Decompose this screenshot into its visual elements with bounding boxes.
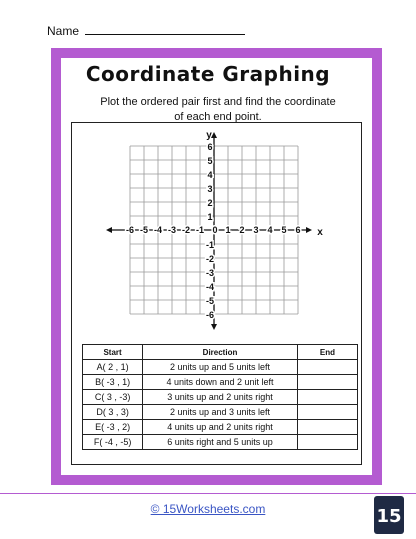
x-tick-label: -6 [125,225,135,235]
instruction-line-1: Plot the ordered pair first and find the coordinate [100,96,336,108]
x-tick-label: 3 [253,225,259,235]
y-tick-label: 6 [207,142,213,152]
x-tick-label: 0 [212,225,218,235]
table-row [83,420,358,435]
cell-start: A( 2 , 1) [83,360,143,375]
cell-start: F( -4 , -5) [83,435,143,450]
header-end: End [297,345,357,360]
x-axis-arrow-left-icon [106,227,112,233]
x-tick-label: -4 [153,225,163,235]
y-tick-label: 5 [207,156,213,166]
y-axis-arrow-up-icon [211,132,217,138]
cell-direction: 2 units up and 5 units left [143,360,298,375]
header-start: Start [83,345,143,360]
table-row [83,360,358,375]
y-tick-label: 3 [207,184,213,194]
table-row [83,390,358,405]
cell-start: E( -3 , 2) [83,420,143,435]
cell-direction: 3 units up and 2 units right [143,390,298,405]
cell-end[interactable] [297,375,357,390]
cell-start: D( 3 , 3) [83,405,143,420]
x-tick-label: 6 [295,225,301,235]
header-direction: Direction [143,345,298,360]
y-axis-arrow-down-icon [211,324,217,330]
cell-end[interactable] [297,360,357,375]
logo-text: 15 [376,506,402,527]
x-tick-label: -2 [181,225,191,235]
table-header-row [83,345,358,360]
x-axis-label: x [317,227,323,238]
cell-end[interactable] [297,390,357,405]
table-row [83,375,358,390]
x-tick-label: 4 [267,225,273,235]
cell-direction: 4 units up and 2 units right [143,420,298,435]
y-axis-label: y [206,130,212,141]
y-tick-label: 1 [207,212,213,222]
cell-start: B( -3 , 1) [83,375,143,390]
15worksheets-logo [374,496,404,534]
cell-end[interactable] [297,435,357,450]
table-row [83,405,358,420]
name-label: Name [47,24,80,38]
x-tick-label: 1 [225,225,231,235]
x-axis-arrow-right-icon [306,227,312,233]
cell-end[interactable] [297,420,357,435]
footer-divider [0,493,416,494]
cell-end[interactable] [297,405,357,420]
y-tick-label: -3 [205,268,215,278]
x-tick-label: -1 [195,225,205,235]
x-tick-label: -5 [139,225,149,235]
y-tick-label: -1 [205,240,215,250]
y-tick-label: -6 [205,310,215,320]
cell-direction: 4 units down and 2 unit left [143,375,298,390]
y-tick-label: 2 [207,198,213,208]
instruction-line-2: of each end point. [174,111,262,123]
y-tick-label: 4 [207,170,213,180]
y-tick-label: -4 [205,282,215,292]
copyright-link[interactable]: © 15Worksheets.com [150,502,266,516]
table-row [83,435,358,450]
x-tick-label: 5 [281,225,287,235]
direction-table [82,344,358,450]
x-tick-label: 2 [239,225,245,235]
x-tick-label: -3 [167,225,177,235]
worksheet-title: Coordinate Graphing [85,62,331,86]
cell-direction: 6 units right and 5 units up [143,435,298,450]
cell-start: C( 3 , -3) [83,390,143,405]
y-tick-label: -2 [205,254,215,264]
cell-direction: 2 units up and 3 units left [143,405,298,420]
y-tick-label: -5 [205,296,215,306]
